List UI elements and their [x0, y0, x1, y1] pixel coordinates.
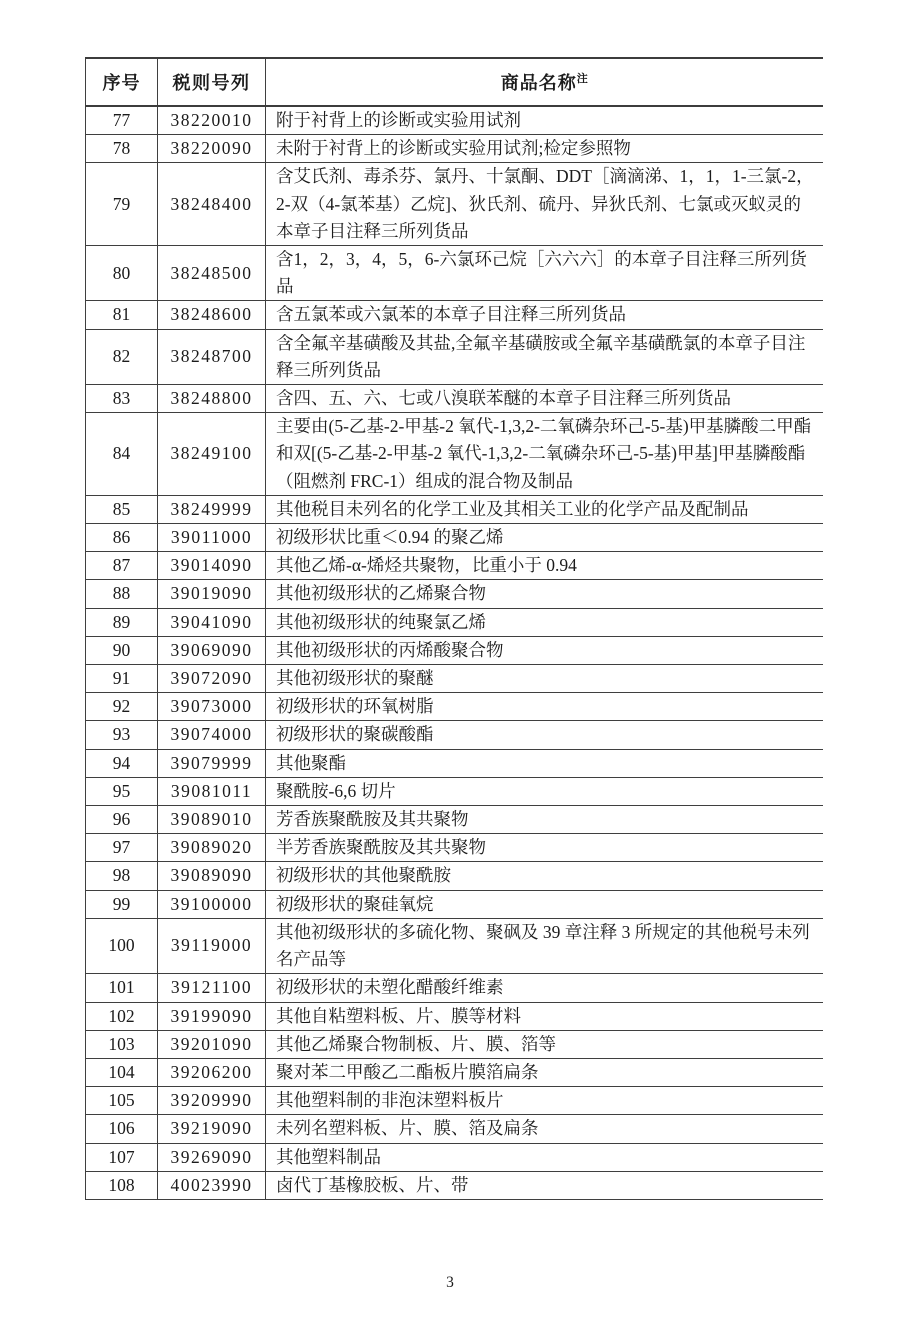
serial-number-cell: 86 [86, 524, 158, 552]
product-name-cell: 其他初级形状的多硫化物、聚砜及 39 章注释 3 所规定的其他税号未列名产品等 [276, 921, 810, 970]
product-name-cell: 初级形状的未塑化醋酸纤维素 [276, 977, 504, 998]
product-name-cell: 未附于衬背上的诊断或实验用试剂;检定参照物 [276, 138, 631, 159]
serial-number-cell: 82 [86, 329, 158, 384]
serial-number-cell: 101 [86, 974, 158, 1002]
serial-number-cell: 80 [86, 246, 158, 301]
table-row [86, 890, 823, 918]
col-header-product-name-label: 商品名称 [500, 73, 577, 93]
tariff-code-cell: 38249999 [158, 495, 266, 523]
product-name-cell: 其他初级形状的丙烯酸聚合物 [276, 639, 504, 660]
tariff-code-cell: 38248600 [158, 301, 266, 329]
product-name-cell: 其他自粘塑料板、片、膜等材料 [276, 1005, 521, 1026]
tariff-code-cell: 39199090 [158, 1002, 266, 1030]
table-row [86, 1171, 823, 1199]
table-row [86, 385, 823, 413]
tariff-code-cell: 38220090 [158, 135, 266, 163]
serial-number-cell: 108 [86, 1171, 158, 1199]
tariff-code-cell: 38249100 [158, 413, 266, 496]
tariff-code-cell: 39209990 [158, 1087, 266, 1115]
product-name-cell: 其他乙烯聚合物制板、片、膜、箔等 [276, 1033, 556, 1054]
serial-number-cell: 106 [86, 1115, 158, 1143]
serial-number-cell: 104 [86, 1058, 158, 1086]
serial-number-cell: 95 [86, 777, 158, 805]
table-row [86, 665, 823, 693]
product-name-cell: 其他聚酯 [276, 752, 346, 773]
product-name-cell: 附于衬背上的诊断或实验用试剂 [276, 110, 521, 130]
tariff-code-cell: 39269090 [158, 1143, 266, 1171]
table-row [86, 777, 823, 805]
tariff-code-cell: 39081011 [158, 777, 266, 805]
tariff-code-cell: 39072090 [158, 665, 266, 693]
product-name-cell: 芳香族聚酰胺及其共聚物 [276, 809, 469, 830]
header-footnote-marker: 注 [576, 73, 588, 85]
product-name-cell: 初级形状的环氧树脂 [276, 696, 434, 717]
tariff-code-cell: 39201090 [158, 1030, 266, 1058]
table-row [86, 834, 823, 862]
product-name-cell: 含四、五、六、七或八溴联苯醚的本章子目注释三所列货品 [276, 388, 731, 409]
product-name-cell: 聚酰胺-6,6 切片 [276, 780, 396, 801]
tariff-code-cell: 39073000 [158, 693, 266, 721]
table-row [86, 106, 823, 135]
col-header-serial-number: 序号 [86, 58, 158, 106]
tariff-code-cell: 38248700 [158, 329, 266, 384]
product-name-cell: 初级形状的聚碳酸酯 [276, 724, 434, 745]
table-row [86, 721, 823, 749]
product-name-cell: 初级形状的其他聚酰胺 [276, 865, 451, 886]
table-row [86, 524, 823, 552]
page-number: 3 [446, 1274, 454, 1291]
serial-number-cell: 88 [86, 580, 158, 608]
table-row [86, 1058, 823, 1086]
serial-number-cell: 84 [86, 413, 158, 496]
serial-number-cell: 92 [86, 693, 158, 721]
tariff-code-cell: 39041090 [158, 608, 266, 636]
serial-number-cell: 77 [86, 106, 158, 135]
table-row [86, 329, 823, 384]
table-row [86, 1030, 823, 1058]
product-name-cell: 半芳香族聚酰胺及其共聚物 [276, 837, 486, 858]
product-name-cell: 含艾氏剂、毒杀芬、氯丹、十氯酮、DDT［滴滴涕、1，1，1-三氯-2，2-双（4-氯苯基）乙烷]、狄氏剂、硫丹、异狄氏剂、七氯或灭蚁灵的本章子目注释三所列货品 [276, 166, 814, 241]
table-row [86, 580, 823, 608]
serial-number-cell: 78 [86, 135, 158, 163]
serial-number-cell: 90 [86, 636, 158, 664]
serial-number-cell: 83 [86, 385, 158, 413]
tariff-code-cell: 39100000 [158, 890, 266, 918]
tariff-code-cell: 39019090 [158, 580, 266, 608]
tariff-code-cell: 39089090 [158, 862, 266, 890]
tariff-code-cell: 38248500 [158, 246, 266, 301]
product-name-cell: 含五氯苯或六氯苯的本章子目注释三所列货品 [276, 304, 626, 325]
tariff-code-cell: 39011000 [158, 524, 266, 552]
serial-number-cell: 79 [86, 163, 158, 246]
tariff-code-cell: 39219090 [158, 1115, 266, 1143]
product-name-cell: 其他塑料制的非泡沫塑料板片 [276, 1090, 504, 1111]
tariff-code-cell: 39069090 [158, 636, 266, 664]
product-name-cell: 含全氟辛基磺酸及其盐,全氟辛基磺胺或全氟辛基磺酰氯的本章子目注释三所列货品 [276, 332, 806, 380]
table-row [86, 552, 823, 580]
serial-number-cell: 93 [86, 721, 158, 749]
product-name-cell: 卤代丁基橡胶板、片、带 [276, 1174, 469, 1195]
tariff-code-cell: 39089010 [158, 806, 266, 834]
table-row [86, 301, 823, 329]
serial-number-cell: 91 [86, 665, 158, 693]
table-row [86, 163, 823, 246]
col-header-tariff-code: 税则号列 [158, 58, 266, 106]
table-row [86, 974, 823, 1002]
table-row [86, 862, 823, 890]
table-row [86, 636, 823, 664]
table-row [86, 1115, 823, 1143]
table-row [86, 135, 823, 163]
table-row [86, 749, 823, 777]
serial-number-cell: 100 [86, 918, 158, 973]
table-row [86, 413, 823, 496]
tariff-code-cell: 39079999 [158, 749, 266, 777]
serial-number-cell: 97 [86, 834, 158, 862]
serial-number-cell: 81 [86, 301, 158, 329]
product-name-cell: 聚对苯二甲酸乙二酯板片膜箔扁条 [276, 1061, 539, 1082]
tariff-code-cell: 38220010 [158, 106, 266, 135]
product-name-cell: 其他税目未列名的化学工业及其相关工业的化学产品及配制品 [276, 498, 749, 519]
product-name-cell: 其他初级形状的纯聚氯乙烯 [276, 611, 486, 632]
product-name-cell: 初级形状比重＜0.94 的聚乙烯 [276, 527, 504, 548]
tariff-table [85, 57, 823, 1200]
product-name-cell: 含1，2，3，4，5，6-六氯环己烷［六六六］的本章子目注释三所列货品 [276, 249, 807, 297]
table-row [86, 1143, 823, 1171]
table-body [86, 106, 823, 1199]
tariff-code-cell: 39014090 [158, 552, 266, 580]
product-name-cell: 其他乙烯-α-烯烃共聚物，比重小于 0.94 [276, 555, 577, 576]
product-name-cell: 主要由(5-乙基-2-甲基-2 氧代-1,3,2-二氧磷杂环己-5-基)甲基膦酸二甲酯和双[(5-乙基-2-甲基-2 氧代-1,3,2-二氧磷杂环己-5-基)甲基]甲基膦酸酯（阻燃剂 FRC-1）组成的混合物及制品 [276, 416, 812, 491]
serial-number-cell: 105 [86, 1087, 158, 1115]
serial-number-cell: 89 [86, 608, 158, 636]
table-row [86, 1002, 823, 1030]
serial-number-cell: 99 [86, 890, 158, 918]
table-row [86, 608, 823, 636]
product-name-cell: 其他塑料制品 [276, 1146, 381, 1167]
col-header-product-name [266, 58, 823, 106]
tariff-code-cell: 39119000 [158, 918, 266, 973]
table-row [86, 693, 823, 721]
tariff-code-cell: 40023990 [158, 1171, 266, 1199]
table-row [86, 1087, 823, 1115]
tariff-code-cell: 39089020 [158, 834, 266, 862]
serial-number-cell: 94 [86, 749, 158, 777]
tariff-code-cell: 39074000 [158, 721, 266, 749]
serial-number-cell: 102 [86, 1002, 158, 1030]
table-row [86, 495, 823, 523]
serial-number-cell: 87 [86, 552, 158, 580]
product-name-cell: 其他初级形状的乙烯聚合物 [276, 583, 486, 604]
table-header-row [86, 58, 823, 106]
serial-number-cell: 98 [86, 862, 158, 890]
serial-number-cell: 85 [86, 495, 158, 523]
serial-number-cell: 96 [86, 806, 158, 834]
product-name-cell: 其他初级形状的聚醚 [276, 668, 434, 689]
serial-number-cell: 103 [86, 1030, 158, 1058]
table-row [86, 918, 823, 973]
table-row [86, 246, 823, 301]
tariff-code-cell: 39121100 [158, 974, 266, 1002]
tariff-code-cell: 39206200 [158, 1058, 266, 1086]
tariff-code-cell: 38248800 [158, 385, 266, 413]
product-name-cell: 初级形状的聚硅氧烷 [276, 893, 434, 914]
tariff-code-cell: 38248400 [158, 163, 266, 246]
serial-number-cell: 107 [86, 1143, 158, 1171]
table-row [86, 806, 823, 834]
product-name-cell: 未列名塑料板、片、膜、箔及扁条 [276, 1118, 539, 1139]
